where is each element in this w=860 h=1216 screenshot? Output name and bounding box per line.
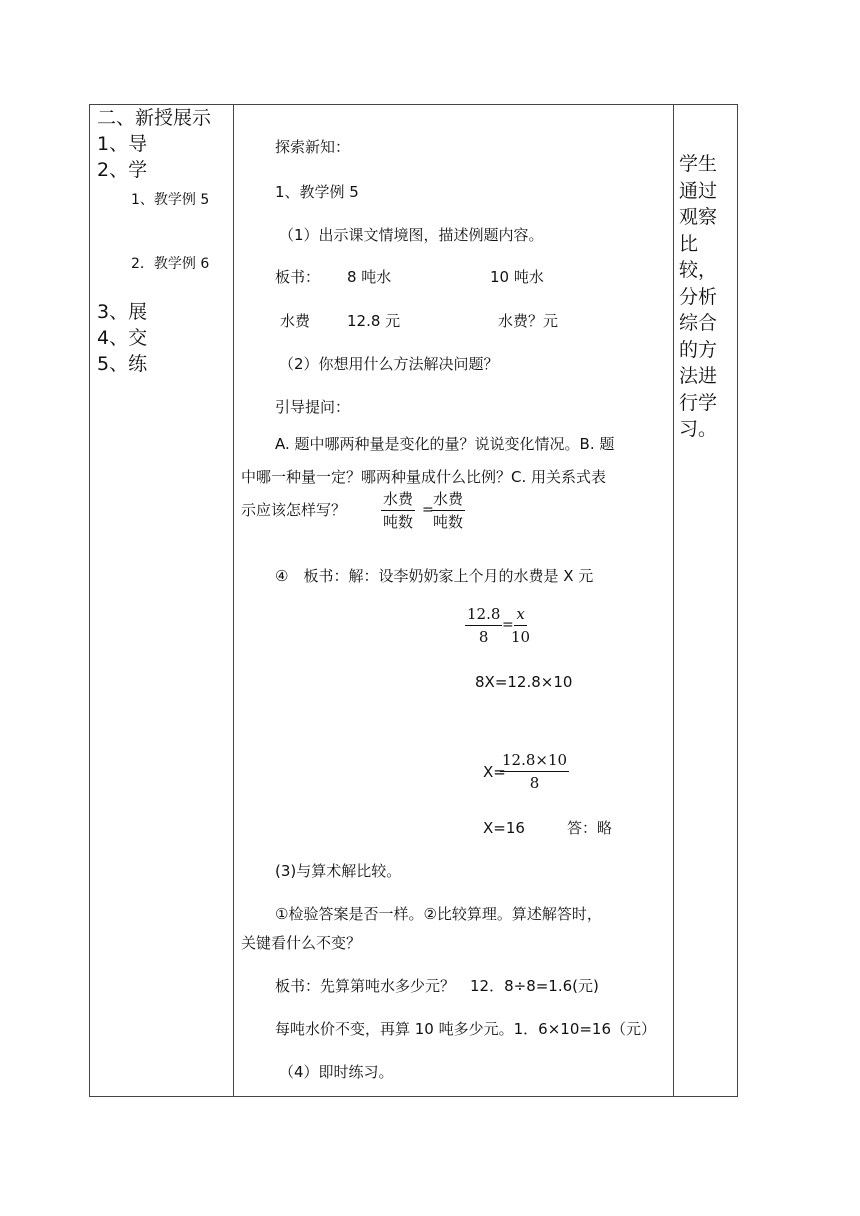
board-tons-b: 10 吨水 [490,268,544,286]
item-4-practice: （4）即时练习。 [279,1063,394,1081]
fraction-numerator: 12.8×10 [500,751,569,772]
step-guide: 1、导 [97,133,148,155]
compare-line-1: ①检验答案是否一样。②比较算理。算述解答时， [275,905,602,923]
fraction-fee-ton-1 [381,490,415,531]
x-equals-label: X= [483,763,506,781]
column-divider-2 [673,105,674,1096]
fraction-numerator: 12.8 [465,605,502,626]
sub-example-6: 2．教学例 6 [131,256,210,272]
fraction-denominator: 10 [511,628,531,646]
item-3: (3)与算术解比较。 [275,862,402,880]
fraction-denominator: 8 [529,774,540,792]
fee-b: 水费？元 [498,312,559,330]
fraction-denominator: 吨数 [433,513,464,531]
board-tons-a: 8 吨水 [347,268,392,286]
item-4-solution: ④ 板书：解：设李奶奶家上个月的水费是 X 元 [275,567,594,585]
fraction-denominator: 8 [478,628,489,646]
teaching-note: 学生通过观察比较，分析综合的方法进行学习。 [679,153,718,440]
equals-sign: = [502,617,514,633]
step-exchange: 4、交 [97,327,148,349]
compare-line-2: 关键看什么不变？ [241,934,362,952]
fraction-numerator: 水费 [381,490,415,511]
item-1: （1）出示课文情境图，描述例题内容。 [279,226,544,244]
board-2: 板书：先算第吨水多少元？ 12．8÷8=1.6(元) [275,977,599,995]
answer-text: 答：略 [567,819,613,837]
step-show: 3、展 [97,301,148,323]
fraction-numerator: 水费 [431,490,465,511]
proportion-left [465,605,502,646]
equation-result: X=16 [483,819,525,837]
step-practice: 5、练 [97,353,148,375]
guide-text: 引导提问： [275,398,351,416]
explore-text: 探索新知： [275,138,351,156]
column-divider-1 [233,105,234,1096]
sub-example-5: 1、教学例 5 [131,192,210,208]
proportion-right [511,605,530,646]
fraction-denominator: 吨数 [383,513,414,531]
example-title: 1、教学例 5 [275,183,359,201]
equals-sign: = [422,502,434,518]
equation-step-b [500,751,569,792]
fraction-fee-ton-2 [431,490,465,531]
fraction-numerator: x [514,605,526,626]
item-2: （2）你想用什么方法解决问题？ [279,355,499,373]
step-learn: 2、学 [97,159,148,181]
section-heading: 二、新授展示 [97,107,212,129]
per-ton-text: 每吨水价不变，再算 10 吨多少元。1．6×10=16（元） [275,1020,657,1038]
question-line-3: 示应该怎样写？ [241,501,347,519]
lesson-table [89,104,738,1097]
equation-step-a: 8X=12.8×10 [475,673,573,691]
board-label: 板书： [275,268,321,286]
fee-a: 12.8 元 [347,312,401,330]
fee-label: 水费 [280,312,311,330]
question-line-1: A. 题中哪两种量是变化的量？说说变化情况。B. 题 [275,435,615,453]
question-line-2: 中哪一种量一定？哪两种量成什么比例？C. 用关系式表 [241,468,607,486]
